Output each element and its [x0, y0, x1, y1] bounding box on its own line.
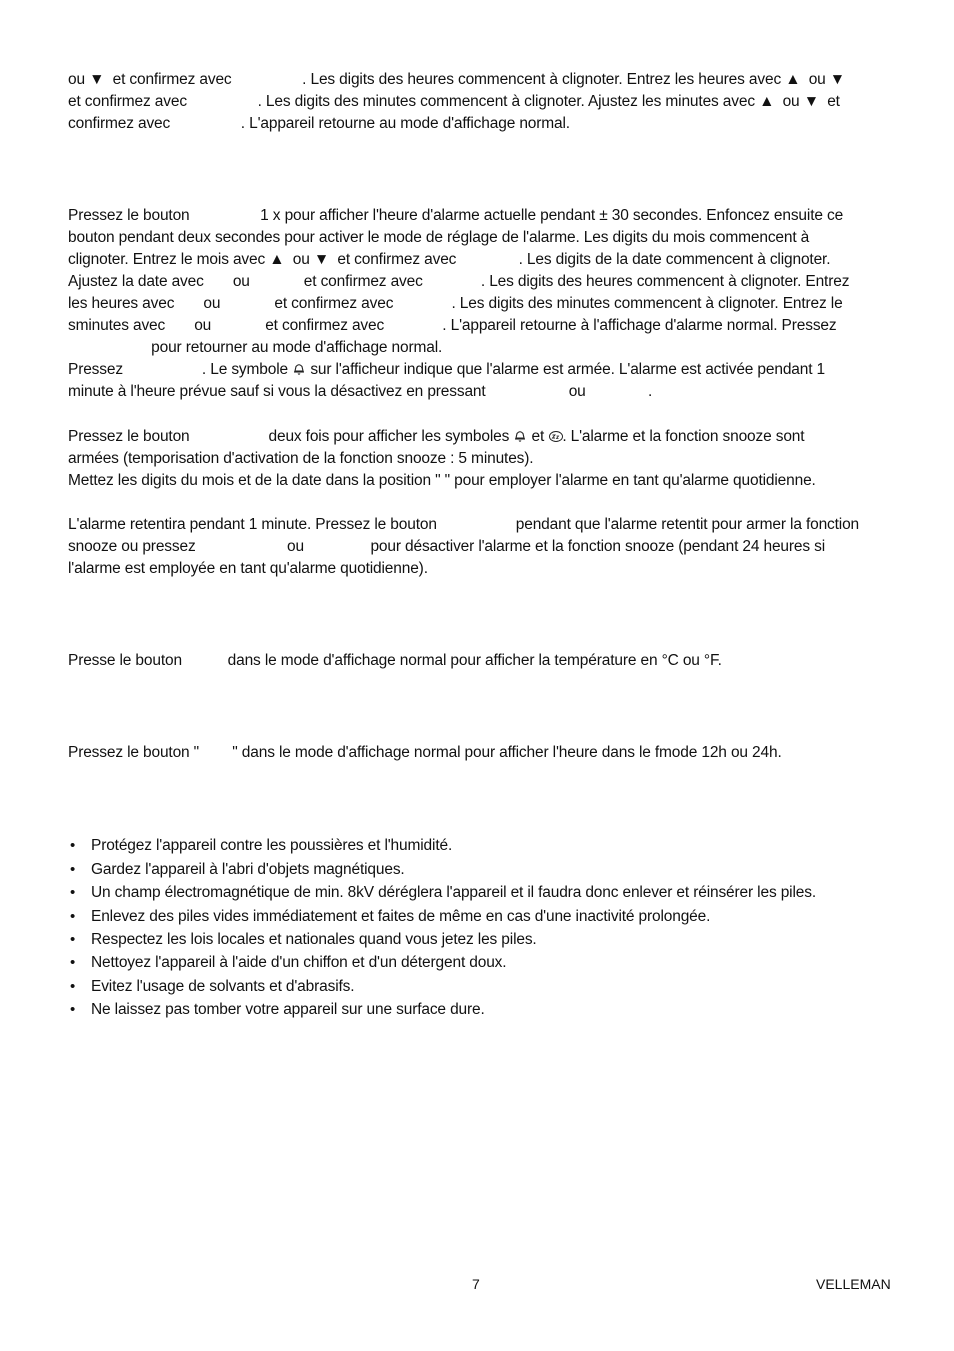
text-line: pour retourner au mode d'affichage normal. — [68, 339, 443, 356]
text-line: minute à l'heure prévue sauf si vous la désactivez en pressant ou . — [68, 383, 653, 400]
text-span: sur l'afficheur indique que l'alarme est armée. L'alarme est activée pendant 1 — [306, 361, 826, 378]
text-line: L'alarme retentira pendant 1 minute. Pressez le bouton pendant que l'alarme retentit pour armer la fonction — [68, 516, 860, 533]
text-span: Pressez le bouton deux fois pour afficher les symboles — [68, 428, 514, 445]
bullet-icon: • — [70, 861, 76, 878]
text-span: Pressez . Le symbole — [68, 361, 293, 378]
bullet-icon: • — [70, 931, 76, 948]
text-line: les heures avec ou et confirmez avec . Les digits des minutes commencent à clignoter. Entrez le — [68, 295, 843, 312]
text-line: snooze ou pressez ou pour désactiver l'alarme et la fonction snooze (pendant 24 heures si — [68, 538, 826, 555]
bullet-icon: • — [70, 978, 76, 995]
list-item-text: Enlevez des piles vides immédiatement et faites de même en cas d'une inactivité prolongée. — [91, 908, 711, 925]
text-line: clignoter. Entrez le mois avec ▲ ou ▼ et confirmez avec . Les digits de la date commencent à clignoter. — [68, 251, 831, 268]
text-line: Ajustez la date avec ou et confirmez avec . Les digits des heures commencent à clignoter. Entrez — [68, 273, 850, 290]
text-line: Pressez le bouton 1 x pour afficher l'heure d'alarme actuelle pendant ± 30 secondes. Enfoncez ensuite ce — [68, 207, 844, 224]
text-line — [68, 361, 825, 379]
text-span: et — [527, 428, 549, 445]
list-item-text: Respectez les lois locales et nationales quand vous jetez les piles. — [91, 931, 537, 948]
text-line: et confirmez avec . Les digits des minutes commencent à clignoter. Ajustez les minutes avec ▲ ou ▼ et — [68, 93, 840, 110]
text-line: confirmez avec . L'appareil retourne au mode d'affichage normal. — [68, 115, 570, 132]
footer-brand: VELLEMAN — [816, 1276, 891, 1292]
list-item-text: Gardez l'appareil à l'abri d'objets magnétiques. — [91, 861, 405, 878]
bullet-icon: • — [70, 884, 76, 901]
bullet-icon: • — [70, 1001, 76, 1018]
list-item-text: Ne laissez pas tomber votre appareil sur une surface dure. — [91, 1001, 485, 1018]
text-line: Mettez les digits du mois et de la date dans la position " " pour employer l'alarme en tant qu'alarme quotidienne. — [68, 472, 816, 489]
list-item-text: Un champ électromagnétique de min. 8kV déréglera l'appareil et il faudra donc enlever et réinsérer les piles. — [91, 884, 816, 901]
bullet-icon: • — [70, 837, 76, 854]
snooze-icon — [548, 429, 562, 443]
bullet-icon: • — [70, 908, 76, 925]
text-line: sminutes avec ou et confirmez avec . L'appareil retourne à l'affichage d'alarme normal. Pressez — [68, 317, 837, 334]
text-line: l'alarme est employée en tant qu'alarme quotidienne). — [68, 560, 428, 577]
hour-mode-paragraph: Pressez le bouton " " dans le mode d'affichage normal pour afficher l'heure dans le fmode 12h ou 24h. — [68, 744, 782, 761]
text-line — [68, 428, 804, 446]
temperature-paragraph: Presse le bouton dans le mode d'affichage normal pour afficher la température en °C ou °F. — [68, 652, 722, 669]
bell-icon — [513, 429, 527, 443]
text-line: ou ▼ et confirmez avec . Les digits des heures commencent à clignoter. Entrez les heures avec ▲ ou ▼ — [68, 71, 845, 88]
bullet-icon: • — [70, 954, 76, 971]
page-number: 7 — [472, 1276, 480, 1292]
list-item-text: Protégez l'appareil contre les poussières et l'humidité. — [91, 837, 453, 854]
bell-icon — [292, 362, 306, 376]
text-span: . L'alarme et la fonction snooze sont — [562, 428, 805, 445]
text-line: armées (temporisation d'activation de la fonction snooze : 5 minutes). — [68, 450, 534, 467]
list-item-text: Nettoyez l'appareil à l'aide d'un chiffon et d'un détergent doux. — [91, 954, 507, 971]
list-item-text: Evitez l'usage de solvants et d'abrasifs. — [91, 978, 355, 995]
text-line: bouton pendant deux secondes pour activer le mode de réglage de l'alarme. Les digits du mois commencent à — [68, 229, 810, 246]
